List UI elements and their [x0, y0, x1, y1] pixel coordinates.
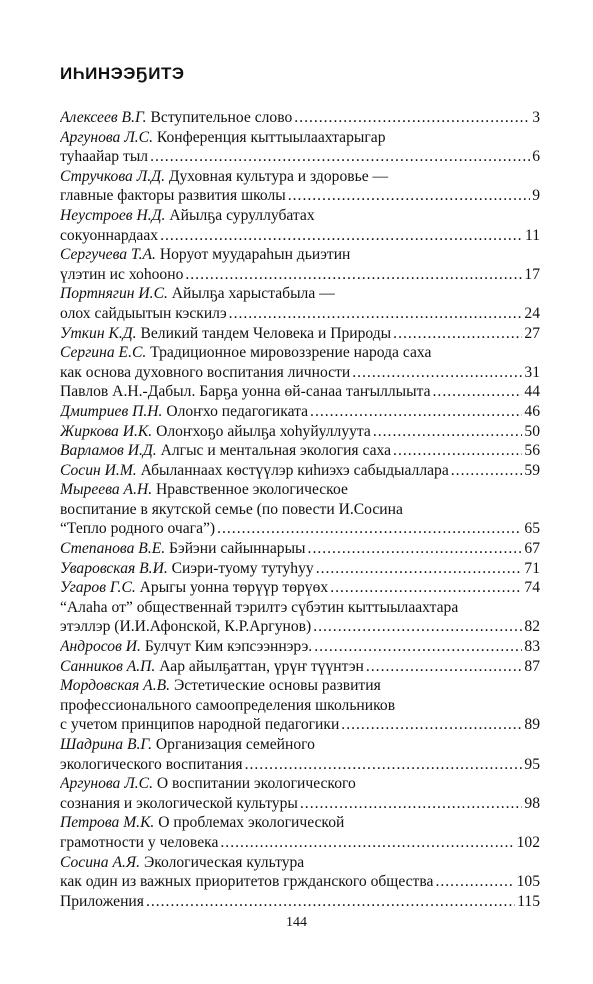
toc-author: Жиркова И.К. — [60, 422, 153, 440]
toc-author: Мыреева А.Н. — [60, 481, 153, 499]
toc-page-number: 27 — [524, 324, 540, 342]
toc-entry-line — [60, 637, 540, 657]
toc-title: этэллэр (И.И.Афонской, К.Р.Аргунов) — [60, 618, 312, 636]
toc-title: как один из важных приоритетов грждaнского общества — [60, 873, 434, 891]
toc-title: Булчут Ким кэпсээннэрэ. — [144, 638, 313, 656]
toc-title: Бэйэни сайыннарыы — [169, 540, 306, 558]
dot-leader — [300, 794, 523, 814]
toc-title: Традиционное мировоззрение народа саха — [150, 344, 432, 362]
toc-entry-line — [60, 461, 540, 481]
toc-entry — [60, 813, 540, 852]
toc-entry — [60, 441, 540, 461]
dot-leader — [316, 559, 523, 579]
toc-author: Сосин И.М. — [60, 461, 137, 479]
toc-entry-line — [60, 382, 540, 402]
toc-page-number: 3 — [532, 109, 540, 126]
dot-leader — [160, 226, 523, 246]
toc-page-number: 115 — [517, 892, 540, 910]
dot-leader — [373, 422, 523, 442]
toc-title: сокуоннардаах — [60, 226, 159, 244]
toc-entry-line — [60, 128, 540, 148]
toc-entry-line — [60, 617, 540, 637]
dot-leader — [314, 637, 522, 657]
toc-entry-line — [60, 813, 540, 833]
toc-author: Степанова В.Е. — [60, 540, 166, 558]
toc-entry — [60, 167, 540, 206]
toc-entry-line — [60, 755, 540, 775]
toc-page-number: 50 — [524, 422, 540, 440]
toc-entry — [60, 128, 540, 167]
toc-entry-line — [60, 245, 540, 265]
toc-entry-line — [60, 108, 540, 128]
toc-author: Сосина А.Я. — [60, 853, 141, 871]
toc-entry — [60, 108, 540, 128]
toc-author: Сергина Е.С. — [60, 344, 147, 362]
toc-entry — [60, 284, 540, 323]
toc-entry-line — [60, 402, 540, 422]
dot-leader — [433, 382, 523, 402]
toc-page-number: 95 — [524, 755, 540, 773]
toc-entry — [60, 598, 540, 637]
toc-page-number: 11 — [524, 226, 540, 244]
toc-entry-line — [60, 833, 540, 853]
toc-page-number: 46 — [524, 402, 540, 420]
toc-entry-line — [60, 284, 540, 304]
toc-entry — [60, 206, 540, 245]
toc-page-number: 17 — [524, 265, 540, 283]
toc-entry-line — [60, 578, 540, 598]
toc-author: Алексеев В.Г. — [60, 109, 147, 126]
toc-entry-line — [60, 735, 540, 755]
toc-entry — [60, 676, 540, 735]
toc-entry-line — [60, 676, 540, 696]
toc-title: Вступительное слово — [150, 109, 293, 126]
toc-entry-line — [60, 559, 540, 579]
dot-leader — [245, 755, 523, 775]
toc-title: Экологическая культура — [143, 853, 305, 871]
toc-entry — [60, 245, 540, 284]
toc-title: Арыгы уонна төрүүр төрүөх — [139, 579, 329, 597]
toc-entry-line — [60, 343, 540, 363]
toc-entry-line — [60, 265, 540, 285]
toc-entry-line — [60, 500, 540, 520]
toc-title: Духовная культура и здоровье — — [168, 167, 389, 185]
toc-entry — [60, 461, 540, 481]
dot-leader — [451, 461, 523, 481]
toc-entry-line — [60, 147, 540, 167]
toc-entry — [60, 559, 540, 579]
toc-author: Уваровская В.И. — [60, 559, 168, 577]
toc-author: Варламов И.Д. — [60, 442, 157, 460]
toc-page-number: 9 — [532, 187, 540, 205]
table-of-contents — [60, 108, 540, 911]
toc-title: Нравственное экологическое — [156, 481, 348, 499]
toc-page-number: 82 — [524, 618, 540, 636]
toc-page-number: 87 — [524, 657, 540, 675]
dot-leader — [229, 304, 523, 324]
toc-page-number: 31 — [524, 363, 540, 381]
toc-entry — [60, 539, 540, 559]
toc-entry-line — [60, 715, 540, 735]
toc-title: олох сайдыытын кэскилэ — [60, 304, 227, 322]
toc-title: с учетом принципов народной педагогики — [60, 716, 340, 734]
toc-entry — [60, 578, 540, 598]
toc-entry — [60, 402, 540, 422]
toc-page-number: 24 — [524, 304, 540, 322]
toc-entry — [60, 480, 540, 539]
toc-author: Портнягин И.С. — [60, 285, 168, 303]
toc-entry-line — [60, 167, 540, 187]
toc-title: сознания и экологической культуры — [60, 794, 298, 812]
toc-author: Мордовская А.В. — [60, 677, 171, 695]
dot-leader — [185, 265, 522, 285]
toc-entry-line — [60, 853, 540, 873]
toc-page-number: 89 — [524, 716, 540, 734]
toc-author: Петрова М.К. — [60, 814, 155, 832]
page-title: ИҺИНЭЭҔИТЭ — [60, 64, 185, 83]
toc-page-number: 74 — [524, 579, 540, 597]
dot-leader — [217, 519, 522, 539]
toc-page-number: 67 — [524, 540, 540, 558]
toc-title: Приложения — [60, 892, 144, 910]
toc-title: Олоҥхоҕо айылҕа хоһуйуллуута — [156, 422, 371, 440]
toc-entry — [60, 324, 540, 344]
toc-author: Шадрина В.Г. — [60, 736, 152, 753]
toc-title: “Тепло родного очага”) — [60, 520, 216, 538]
toc-title: Айылҕа суруллубатах — [169, 206, 315, 224]
toc-entry-line — [60, 794, 540, 814]
toc-entry-line — [60, 304, 540, 324]
dot-leader — [393, 324, 522, 344]
toc-author: Андросов И. — [60, 638, 141, 656]
toc-entry-line — [60, 696, 540, 716]
toc-entry — [60, 892, 540, 912]
toc-page-number: 44 — [524, 383, 540, 401]
dot-leader — [310, 402, 522, 422]
toc-entry — [60, 735, 540, 774]
toc-entry — [60, 637, 540, 657]
dot-leader — [313, 617, 522, 637]
dot-leader — [294, 108, 530, 128]
dot-leader — [393, 441, 522, 461]
toc-title: үлэтин ис хоһооно — [60, 265, 184, 283]
toc-title: Организация семейного — [155, 736, 315, 753]
toc-entry-line — [60, 422, 540, 442]
dot-leader — [352, 363, 522, 383]
dot-leader — [366, 657, 523, 677]
toc-title: главные факторы развития школы — [60, 187, 286, 205]
toc-page-number: 98 — [524, 794, 540, 812]
toc-title: Сиэри-туому тутуһуу — [171, 559, 314, 577]
toc-entry-line — [60, 480, 540, 500]
toc-entry-line — [60, 206, 540, 226]
toc-title: туһаайар тыл — [60, 148, 149, 166]
toc-title: Абыланнаах көстүүлэр киһиэхэ сабыдыаллара — [140, 461, 449, 479]
dot-leader — [435, 872, 514, 892]
page-number: 144 — [286, 915, 307, 930]
toc-title: Барҕа уонна өй-санаа таҥыллыыта — [199, 383, 431, 401]
toc-entry-line — [60, 892, 540, 912]
toc-page-number: 105 — [516, 873, 540, 891]
toc-title: Аар айылҕаттан, үрүҥ түүнтэн — [159, 657, 364, 675]
toc-entry-line — [60, 598, 540, 618]
toc-title: Великий тандем Человека и Природы — [140, 324, 392, 342]
toc-entry — [60, 853, 540, 892]
toc-page-number: 59 — [524, 461, 540, 479]
toc-page-number: 56 — [524, 442, 540, 460]
toc-title: Олоҥхо педагогиката — [166, 402, 309, 420]
toc-title: Алгыс и ментальная экология саха — [160, 442, 392, 460]
toc-page-number: 83 — [524, 638, 540, 656]
toc-title: О проблемах экологической — [158, 814, 345, 832]
toc-entry-line — [60, 186, 540, 206]
toc-title: “Алаhа от” общественнай тэрилтэ сүбэтин кыттыылаахтара — [60, 598, 459, 616]
toc-title: Норуот муударaһын дьиэтин — [159, 246, 351, 264]
toc-title: Айылҕа харыстабыла — — [171, 285, 335, 303]
toc-title: О воспитании экологического — [156, 775, 356, 793]
toc-author: Санников А.П. — [60, 657, 156, 675]
toc-author: Сергучева Т.А. — [60, 246, 156, 264]
toc-author: Дмитриев П.Н. — [60, 402, 163, 420]
toc-author: Уткин К.Д. — [60, 324, 137, 342]
dot-leader — [288, 186, 530, 206]
toc-entry — [60, 343, 540, 382]
toc-title: Эстетические основы развития — [173, 677, 381, 695]
dot-leader — [341, 715, 522, 735]
toc-page-number: 6 — [532, 148, 540, 166]
toc-entry — [60, 657, 540, 677]
toc-title: как основа духовного воспитания личности — [60, 363, 351, 381]
toc-author: Аргунова Л.С. — [60, 775, 153, 793]
toc-entry-line — [60, 539, 540, 559]
toc-entry-line — [60, 324, 540, 344]
toc-entry-line — [60, 872, 540, 892]
toc-entry — [60, 382, 540, 402]
toc-entry-line — [60, 519, 540, 539]
toc-entry-line — [60, 226, 540, 246]
toc-entry — [60, 774, 540, 813]
toc-title: воспитание в якутской семье (по повести И.Сосина — [60, 500, 403, 518]
dot-leader — [308, 539, 523, 559]
toc-title: экологического воспитания — [60, 755, 243, 773]
toc-author: Стручкова Л.Д. — [60, 167, 165, 185]
dot-leader — [146, 892, 515, 912]
toc-author: Павлов А.Н.-Дабыл. — [60, 383, 196, 401]
toc-entry — [60, 422, 540, 442]
toc-entry-line — [60, 657, 540, 677]
toc-page-number: 102 — [516, 833, 540, 851]
toc-entry-line — [60, 441, 540, 461]
toc-title: профессионального самоопределения школьников — [60, 696, 396, 714]
toc-title: Конференция кыттыылаахтарыгар — [156, 128, 386, 146]
toc-author: Угаров Г.С. — [60, 579, 136, 597]
dot-leader — [150, 147, 530, 167]
toc-entry-line — [60, 363, 540, 383]
toc-page-number: 65 — [524, 520, 540, 538]
toc-page-number: 71 — [524, 559, 540, 577]
toc-title: грамотности у человека — [60, 833, 219, 851]
dot-leader — [330, 578, 522, 598]
dot-leader — [220, 833, 514, 853]
toc-entry-line — [60, 774, 540, 794]
toc-author: Неустроев Н.Д. — [60, 206, 166, 224]
toc-author: Аргунова Л.С. — [60, 128, 153, 146]
